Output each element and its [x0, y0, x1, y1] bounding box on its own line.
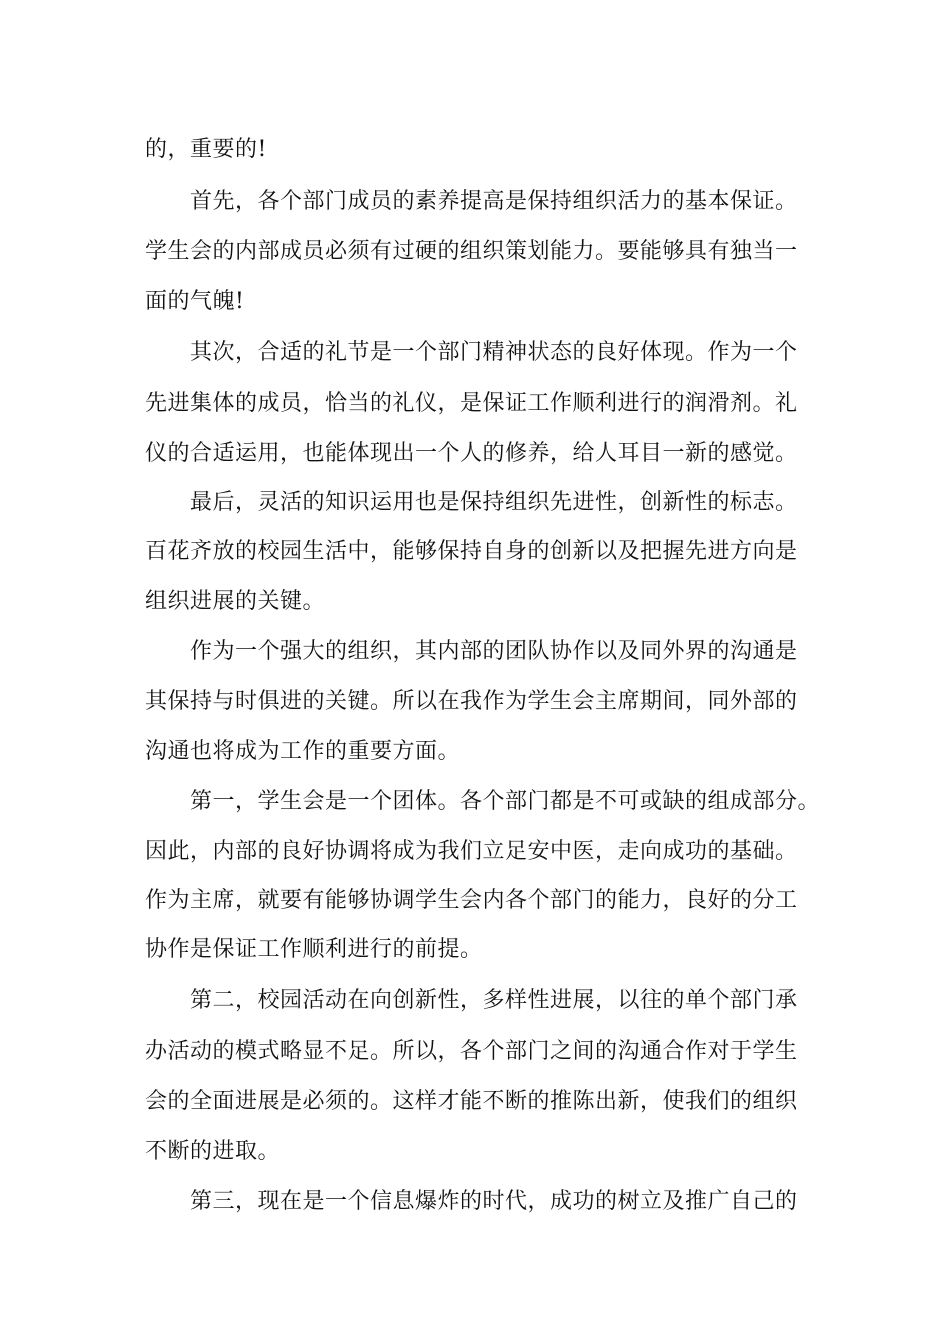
text-line: 面的气魄!	[145, 289, 245, 314]
text-line: 第二，校园活动在向创新性，多样性进展，以往的单个部门承	[190, 988, 798, 1013]
text-line: 沟通也将成为工作的重要方面。	[145, 739, 461, 764]
text-line: 办活动的模式略显不足。所以，各个部门之间的沟通合作对于学生	[145, 1039, 798, 1064]
text-line: 百花齐放的校园生活中，能够保持自身的创新以及把握先进方向是	[145, 539, 798, 564]
text-line: 学生会的内部成员必须有过硬的组织策划能力。要能够具有独当一	[145, 239, 798, 264]
text-line: 作为主席，就要有能够协调学生会内各个部门的能力，良好的分工	[145, 888, 798, 913]
text-line: 作为一个强大的组织，其内部的团队协作以及同外界的沟通是	[190, 639, 798, 664]
text-line: 最后，灵活的知识运用也是保持组织先进性，创新性的标志。	[190, 490, 798, 515]
text-line: 第一，学生会是一个团体。各个部门都是不可或缺的组成部分。	[190, 789, 821, 814]
text-line: 其次，合适的礼节是一个部门精神状态的良好体现。作为一个	[190, 340, 798, 365]
text-line: 会的全面进展是必须的。这样才能不断的推陈出新，使我们的组织	[145, 1089, 798, 1114]
text-line: 仪的合适运用，也能体现出一个人的修养，给人耳目一新的感觉。	[145, 441, 798, 466]
text-line: 第三，现在是一个信息爆炸的时代，成功的树立及推广自己的	[190, 1189, 798, 1214]
text-line: 协作是保证工作顺利进行的前提。	[145, 937, 483, 962]
text-line: 因此，内部的良好协调将成为我们立足安中医，走向成功的基础。	[145, 839, 798, 864]
text-line: 不断的进取。	[145, 1139, 281, 1164]
text-line: 其保持与时俱进的关键。所以在我作为学生会主席期间，同外部的	[145, 689, 798, 714]
text-line: 首先，各个部门成员的素养提高是保持组织活力的基本保证。	[190, 189, 798, 214]
text-line: 组织进展的关键。	[145, 589, 326, 614]
text-line: 先进集体的成员，恰当的礼仪，是保证工作顺利进行的润滑剂。礼	[145, 391, 798, 416]
text-line: 的，重要的!	[145, 137, 267, 162]
